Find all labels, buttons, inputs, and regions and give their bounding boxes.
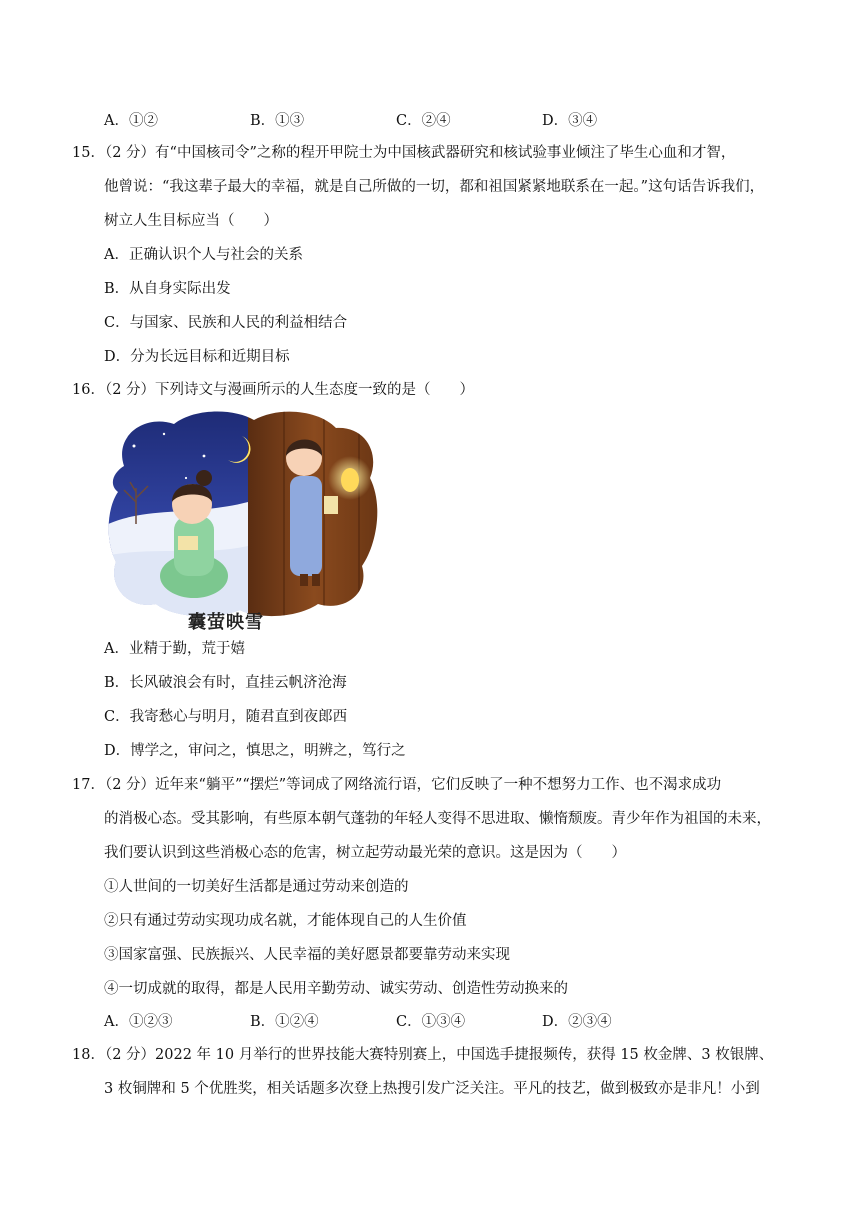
q17-stem-line-1: 17．（2 分）近年来“躺平”“摆烂”等词成了网络流行语，它们反映了一种不想努力工作、也不渴求成功 [72, 777, 722, 793]
q15-stem-line-1: 15．（2 分）有“中国核司令”之称的程开甲院士为中国核武器研究和核试验事业倾注了毕生心血和才智， [72, 145, 736, 161]
q16-stem: 16．（2 分）下列诗文与漫画所示的人生态度一致的是（ ） [72, 382, 475, 398]
q14-option-c: C．②④ [396, 113, 451, 129]
q15-option-a: A．正确认识个人与社会的关系 [104, 247, 303, 263]
q17-option-a: A．①②③ [104, 1014, 173, 1030]
q18-stem-line-2: 3 枚铜牌和 5 个优胜奖，相关话题多次登上热搜引发广泛关注。平凡的技艺，做到极致亦是非凡！小到 [104, 1081, 760, 1097]
q17-statement-1: ①人世间的一切美好生活都是通过劳动来创造的 [104, 879, 409, 895]
q15-option-d: D．分为长远目标和近期目标 [104, 349, 290, 365]
q14-option-b: B．①③ [250, 113, 305, 129]
q17-statement-2: ②只有通过劳动实现功成名就，才能体现自己的人生价值 [104, 913, 467, 929]
q14-option-a: A．①② [104, 113, 158, 129]
q14-option-d: D．③④ [542, 113, 598, 129]
q17-stem-line-3: 我们要认识到这些消极心态的危害，树立起劳动最光荣的意识。这是因为（ ） [104, 845, 626, 861]
q15-stem-line-3: 树立人生目标应当（ ） [104, 213, 278, 229]
q16-option-d: D．博学之，审问之，慎思之，明辨之，笃行之 [104, 743, 406, 759]
q17-option-c: C．①③④ [396, 1014, 466, 1030]
comic-illustration [104, 406, 380, 630]
comic-caption: 囊萤映雪 [188, 612, 264, 633]
q18-stem-line-1: 18．（2 分）2022 年 10 月举行的世界技能大赛特别赛上，中国选手捷报频传，获得 15 枚金牌、3 枚银牌、 [72, 1047, 774, 1063]
q16-option-b: B．长风破浪会有时，直挂云帆济沧海 [104, 675, 347, 691]
q15-option-b: B．从自身实际出发 [104, 281, 231, 297]
q15-stem-line-2: 他曾说：“我这辈子最大的幸福，就是自己所做的一切，都和祖国紧紧地联系在一起。”这句话告诉我们， [104, 179, 765, 195]
q17-statement-3: ③国家富强、民族振兴、人民幸福的美好愿景都要靠劳动来实现 [104, 947, 510, 963]
q14-options [104, 110, 744, 132]
q15-option-c: C．与国家、民族和人民的利益相结合 [104, 315, 348, 331]
q17-option-b: B．①②④ [250, 1014, 319, 1030]
q17-options [104, 1011, 744, 1033]
q16-option-c: C．我寄愁心与明月，随君直到夜郎西 [104, 709, 348, 725]
q17-stem-line-2: 的消极心态。受其影响，有些原本朝气蓬勃的年轻人变得不思进取、懒惰颓废。青少年作为祖国的未来， [104, 811, 771, 827]
q17-option-d: D．②③④ [542, 1014, 612, 1030]
q17-statement-4: ④一切成就的取得，都是人民用辛勤劳动、诚实劳动、创造性劳动换来的 [104, 981, 568, 997]
q16-option-a: A．业精于勤，荒于嬉 [104, 641, 245, 657]
